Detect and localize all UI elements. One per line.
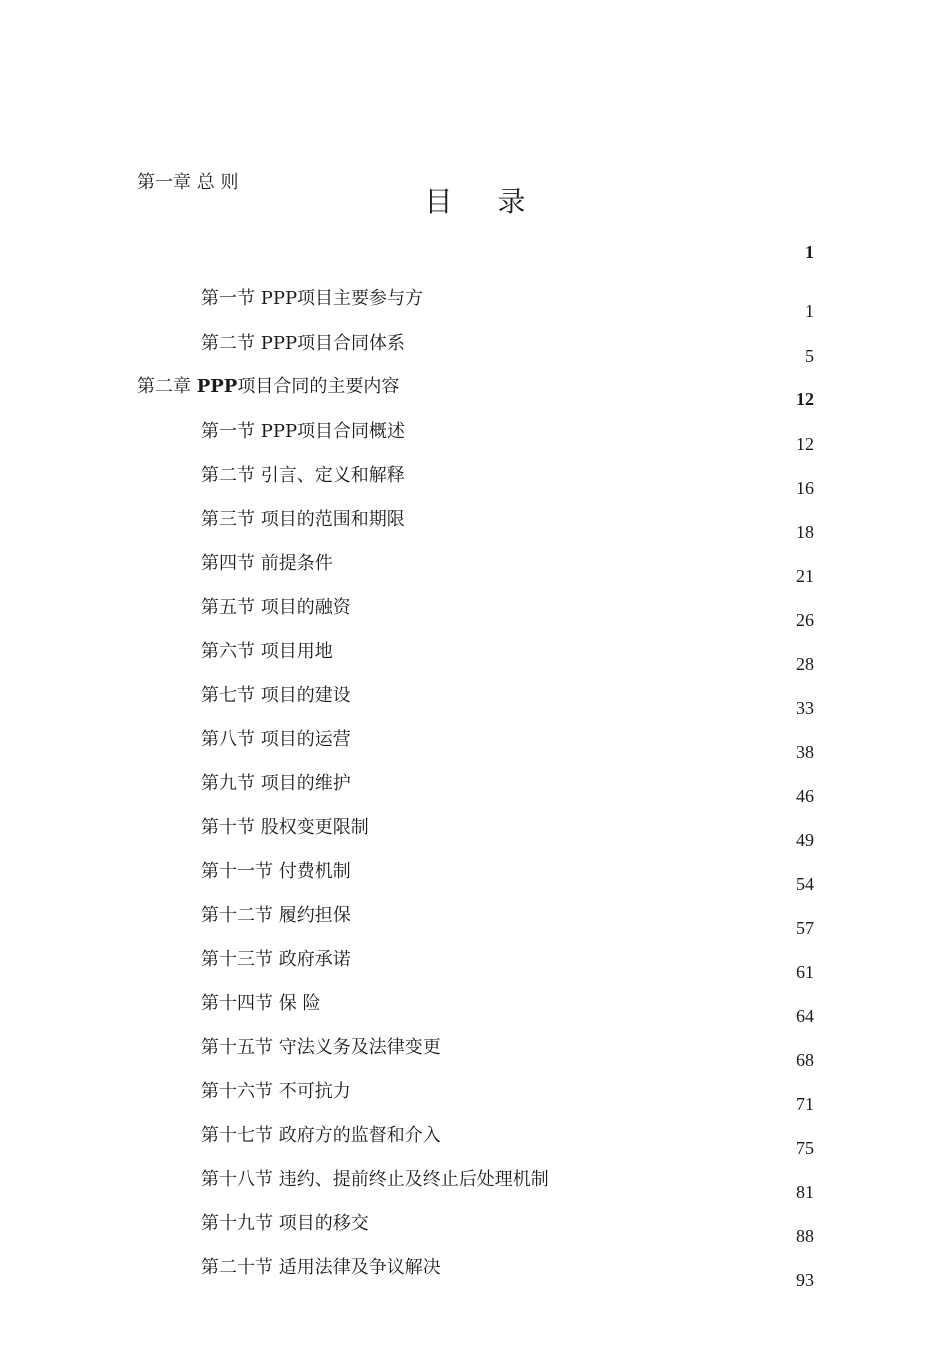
toc-page-number: 61 <box>796 962 814 982</box>
toc-label: 第七节 项目的建设 <box>201 685 351 706</box>
toc-page-number: 68 <box>796 1050 814 1070</box>
toc-label: 第二十节 适用法律及争议解决 <box>201 1257 441 1278</box>
toc-page-number: 38 <box>796 742 814 762</box>
toc-page-number: 46 <box>796 786 814 806</box>
toc-label: 第十七节 政府方的监督和介入 <box>201 1125 441 1146</box>
toc-chapter-1[interactable] <box>137 168 238 194</box>
toc-section[interactable] <box>201 1033 441 1059</box>
toc-page-number: 57 <box>796 918 814 938</box>
toc-label-prefix: 第二章 <box>137 376 197 397</box>
toc-section[interactable] <box>201 901 351 927</box>
toc-page-number: 49 <box>796 830 814 850</box>
toc-page-number: 54 <box>796 874 814 894</box>
toc-label: 第八节 项目的运营 <box>201 729 351 750</box>
toc-page-number: 71 <box>796 1094 814 1114</box>
toc-page-number: 1 <box>805 242 814 262</box>
toc-label: 第九节 项目的维护 <box>201 773 351 794</box>
toc-label: 第一节 PPP项目合同概述 <box>201 421 406 442</box>
toc-page-number: 93 <box>796 1270 814 1290</box>
toc-page-number: 16 <box>796 478 814 498</box>
toc-section[interactable] <box>201 1077 351 1103</box>
toc-section[interactable] <box>201 549 333 575</box>
toc-label: 第一节 PPP项目主要参与方 <box>201 288 424 309</box>
toc-chapter-2[interactable] <box>137 372 399 398</box>
toc-label: 第十二节 履约担保 <box>201 905 351 926</box>
toc-page-number: 18 <box>796 522 814 542</box>
toc-page-number: 28 <box>796 654 814 674</box>
toc-label: 第十四节 保 险 <box>201 993 321 1014</box>
toc-page-number: 88 <box>796 1226 814 1246</box>
toc-page-number: 12 <box>796 434 814 454</box>
toc-label: 第十三节 政府承诺 <box>201 949 351 970</box>
toc-section[interactable] <box>201 1253 441 1279</box>
toc-page-number: 26 <box>796 610 814 630</box>
toc-label: 第二节 PPP项目合同体系 <box>201 333 406 354</box>
toc-label: 第三节 项目的范围和期限 <box>201 509 405 530</box>
toc-label: 第一章 总 则 <box>137 172 239 193</box>
toc-label-bold: PPP <box>196 376 238 397</box>
toc-page-number: 12 <box>796 389 814 409</box>
toc-label: 第十八节 违约、提前终止及终止后处理机制 <box>201 1169 549 1190</box>
toc-label: 第五节 项目的融资 <box>201 597 351 618</box>
toc-label: 第十五节 守法义务及法律变更 <box>201 1037 441 1058</box>
toc-page-number: 75 <box>796 1138 814 1158</box>
toc-section[interactable] <box>201 637 333 663</box>
toc-page-number: 64 <box>796 1006 814 1026</box>
toc-section[interactable] <box>201 681 351 707</box>
toc-section[interactable] <box>201 505 405 531</box>
toc-section[interactable] <box>201 1121 441 1147</box>
toc-section[interactable] <box>201 1209 369 1235</box>
toc-label: 第十六节 不可抗力 <box>201 1081 351 1102</box>
toc-section[interactable] <box>201 945 351 971</box>
toc-title: 目 录 <box>424 185 544 218</box>
toc-label: 第十九节 项目的移交 <box>201 1213 369 1234</box>
toc-section[interactable] <box>201 989 320 1015</box>
toc-page-number: 33 <box>796 698 814 718</box>
toc-label-rest: 项目合同的主要内容 <box>237 376 400 397</box>
toc-section[interactable] <box>201 461 405 487</box>
toc-section[interactable] <box>201 417 405 443</box>
toc-section[interactable] <box>201 284 423 310</box>
toc-label: 第十节 股权变更限制 <box>201 817 369 838</box>
toc-section[interactable] <box>201 813 369 839</box>
toc-label: 第六节 项目用地 <box>201 641 333 662</box>
toc-page-number: 1 <box>805 301 814 321</box>
toc-label: 第十一节 付费机制 <box>201 861 351 882</box>
toc-label: 第二节 引言、定义和解释 <box>201 465 405 486</box>
toc-page-number: 81 <box>796 1182 814 1202</box>
toc-section[interactable] <box>201 857 351 883</box>
toc-section[interactable] <box>201 593 351 619</box>
toc-section[interactable] <box>201 1165 549 1191</box>
toc-section[interactable] <box>201 329 405 355</box>
toc-section[interactable] <box>201 725 351 751</box>
toc-page-number: 21 <box>796 566 814 586</box>
toc-page-number: 5 <box>805 346 814 366</box>
toc-label: 第四节 前提条件 <box>201 553 333 574</box>
toc-section[interactable] <box>201 769 351 795</box>
